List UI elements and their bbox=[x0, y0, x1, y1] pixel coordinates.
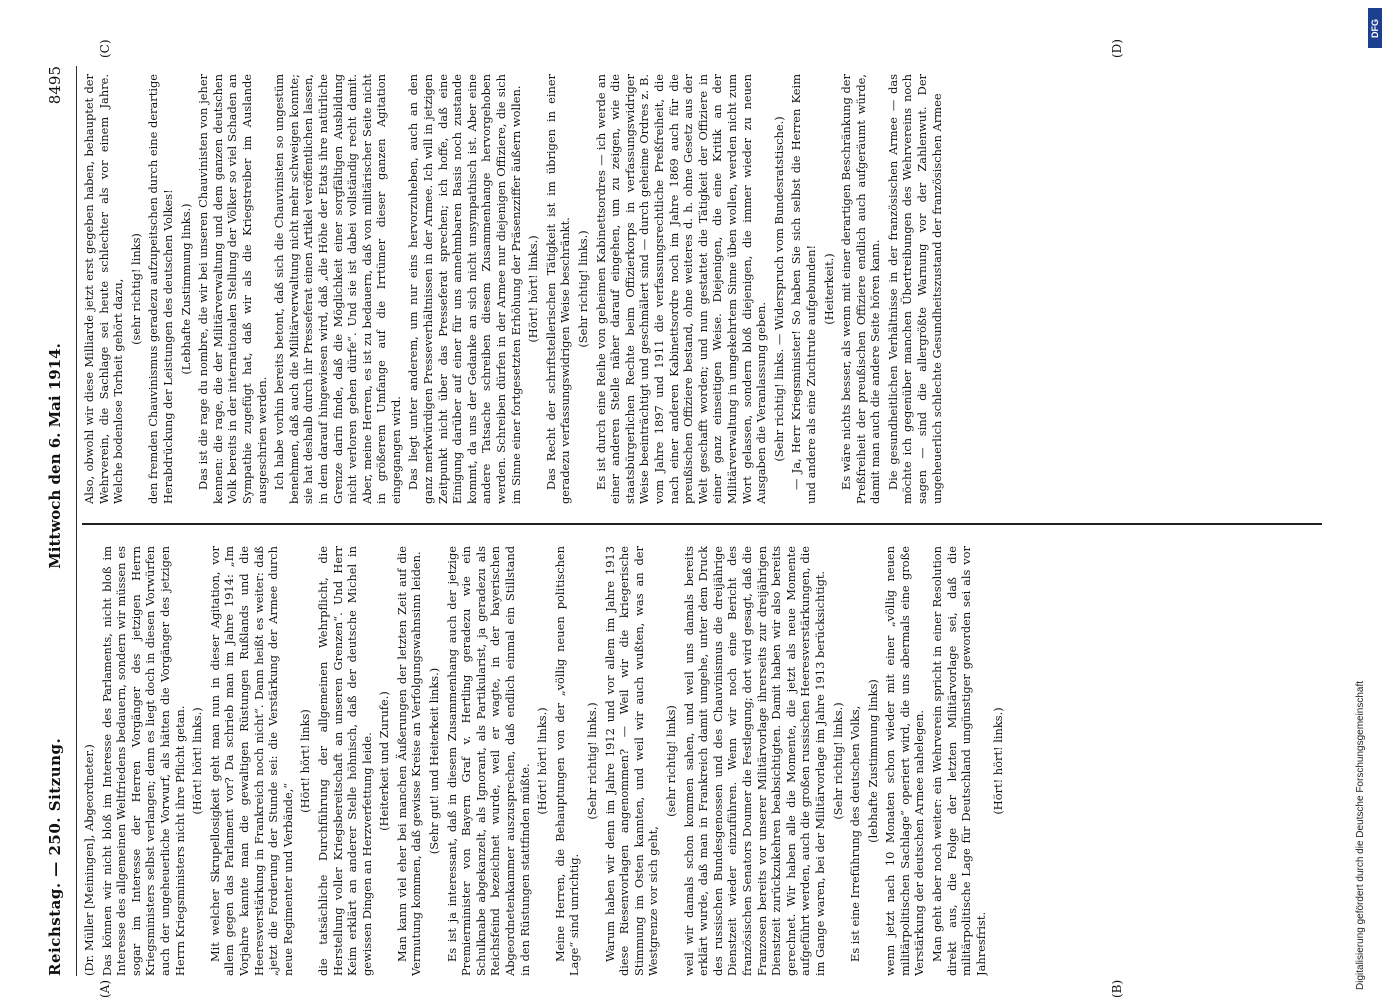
paragraph: Das Recht der schriftstellerischen Tätigkeit ist im übrigen in einer geradezu verfassungswidrigen Weise beschränkt. bbox=[543, 74, 573, 504]
paragraph: Meine Herren, die Behauptungen von der „völlig neuen politischen Lage“ sind unrichtig. bbox=[552, 546, 582, 976]
paragraph: Es ist eine Irreführung des deutschen Volks, bbox=[848, 705, 863, 962]
right-column bbox=[82, 74, 1322, 504]
interjection: (sehr richtig! links) bbox=[128, 233, 143, 345]
interjection: (Sehr richtig! links. — Widerspruch vom Bundesratstische.) bbox=[771, 116, 786, 462]
paragraph: Die gesundheitlichen Verhältnisse in der französischen Armee — das möchte ich gegenüber manchen Übertreibungen des Wehrvereins noch sagen — sind die allergrößte Warnung vor der Zahlenwut. Der ungeheuerlich schlechte Gesundheitszustand der französischen Armee bbox=[885, 74, 944, 504]
paragraph: Warum haben wir denn im Jahre 1912 und vor allem im Jahre 1913 diese Riesenvorlagen angenommen? — Weil wir die kriegerische Stimmung im Osten kannten, und weil wir auch wußten, was an der Westgrenze vor sich geht, bbox=[602, 546, 661, 976]
rotated-page bbox=[40, 39, 1340, 998]
page-number: 8495 bbox=[46, 66, 64, 105]
paragraph: Man kann viel eher bei manchen Äußerungen der letzten Zeit auf die Vermutung kommen, daß gewisse Kreise an Verfolgungswahnsinn leiden. bbox=[394, 546, 424, 976]
paragraph: Das können wir nicht bloß im Interesse des Parlaments, nicht bloß im Interesse des allgemeinen Weltfriedens bedauern, sondern wir müssen es sogar im Interesse der Herren Vorgänger des jetzigen Herrn Kriegsministers selbst verlangen; denn es liegt doch in diesen Vorwürfen auch der ungeheuerliche Vorwurf, als hätten die Vorgänger des jetzigen Herrn Kriegsministers nicht ihre Pflicht getan. bbox=[99, 546, 187, 976]
header-date: Mittwoch den 6. Mai 1914. bbox=[46, 343, 64, 569]
interjection: (sehr richtig! links) bbox=[663, 705, 678, 817]
interjection: (lebhafte Zustimmung links) bbox=[865, 679, 880, 843]
paragraph: Das liegt unter anderem, um nur eins hervorzuheben, auch an den ganz merkwürdigen Presseverhältnissen in der Armee. Ich will in jetzigen Zeitpunkt nicht über das Presseferat sprechen; ich hoffe, daß eine Einigung darüber auf einer für uns annehmbaren Basis noch zustande kommt, da uns der Gedanke an sich nicht unsympathisch ist. Aber eine andere Tatsache schreiben diesem Zusammenhange hervorgehoben werden. Schreiben dürfen in der Armee nur diejenigen Offiziere, die sich im Sinne einer fortgesetzten Erhöhung der Präsenzziffer äußern wollen. bbox=[406, 74, 523, 504]
interjection: (Heiterkeit.) bbox=[821, 253, 836, 325]
header-left: Reichstag. — 250. Sitzung. bbox=[46, 737, 64, 976]
paragraph: Das ist die rage du nombre, die wir bei unseren Chauvinisten von jeher kennen: die rage, die der Militärverwaltung und dem ganzen deutschen Volk bereits in der internationalen Stellung der Völker so viel Schaden an Sympathie zugefügt hat, daß wir als die Kriegstreiber im Auslande ausgeschrien werden. bbox=[196, 74, 269, 504]
left-column bbox=[82, 546, 1322, 976]
paragraph: — Ja, Herr Kriegsminister! So haben Sie sich selbst die Herren Keim und andere als eine Zuchtrute aufgebunden! bbox=[789, 74, 818, 504]
paragraph: Mit welcher Skrupellosigkeit geht man nun in dieser Agitation, vor allem gegen das Parlament vor? Da schrieb man im Jahre 1914: „Im Vorjahre kannte man die gewaltigen Rüstungen Rußlands und die Heeresverstärkung in Frankreich noch nicht“. Dann heißt es weiter: daß „jetzt die Forderung der Stunde sei: die Verstärkung der Armee durch neue Regimenter und Verbände,“ bbox=[207, 546, 295, 976]
dfg-logo-text: DFG bbox=[1370, 19, 1380, 38]
interjection: (Sehr richtig! links.) bbox=[576, 230, 590, 348]
interjection: (Hört! hört! links.) bbox=[991, 707, 1006, 815]
paragraph: Es ist ja interessant, daß in diesem Zusammenhang auch der jetzige Premierminister von Bayern Graf v. Hertling geradezu wie ein Schulknabe abgekanzelt, als Ignorant, als Partikularist, ja geradezu als Reichsfeind bezeichnet wurde, weil er wagte, in der bayerischen Abgeordnetenkammer auszusprechen, daß endlich einmal ein Stillstand in den Rüstungen stattfinden müßte. bbox=[444, 546, 532, 976]
paragraph: weil wir damals schon kommen sahen, und weil uns damals bereits erklärt wurde, daß man in Frankreich damit umgehe, unter dem Druck des russischen Bundesgenossen und des Chauvinismus die dreijährige Dienstzeit wieder einzuführen. Wenn wir noch eine Bericht des französischen Senators Doumer die Festlegung; dort wird gesagt, daß die Franzosen bereits vor unserer Militärvorlage ihrerseits zur dreijährigen Dienstzeit zurückzukehren beabsichtigten. Damit haben wir also bereits gerechnet. Wir haben alle die Momente, die jetzt als neue Momente aufgeführt werden, auch die großen russischen Heeresverstärkungen, die im Gange waren, bei der Militärvorlage im Jahre 1913 berücksichtigt. bbox=[681, 546, 827, 976]
paragraph: die tatsächliche Durchführung der allgemeinen Wehrpflicht, die Herstellung voller Kriegsbereitschaft an unseren Grenzen“. Und Herr Keim erklärt an anderer Stelle höhnisch, daß der deutsche Michel in gewissen Dingen an Herzverfettung leide. bbox=[315, 546, 374, 976]
interjection: (Lebhafte Zustimmung links.) bbox=[178, 203, 193, 375]
interjection: (Sehr richtig! links.) bbox=[585, 702, 599, 820]
margin-marker-c: (C) bbox=[98, 39, 112, 58]
page-header bbox=[40, 66, 76, 976]
interjection: (Hört! hört! links) bbox=[298, 709, 313, 813]
interjection: (Hört! hört! links.) bbox=[535, 707, 550, 815]
column-divider bbox=[82, 523, 1322, 525]
interjection: (Heiterkeit und Zurufe.) bbox=[377, 691, 392, 831]
paragraph: den fremden Chauvinismus geradezu aufzupeitschen durch eine derartige Herabdrückung der Leistungen des deutschen Volkes! bbox=[146, 74, 175, 504]
paragraph: Es wäre nichts besser, als wenn mit einer derartigen Beschränkung der Preßfreiheit der preußischen Offiziere endlich auch aufgeräumt würde, damit man auch die andere Seite hören kann. bbox=[839, 74, 883, 504]
margin-marker-b: (B) bbox=[1110, 979, 1124, 998]
paragraph: wenn jetzt nach 10 Monaten schon wieder mit einer „völlig neuen militärpolitischen Sachlage“ operiert wird, die uns abermals eine große Verstärkung der deutschen Armee nahelegen. bbox=[883, 546, 927, 976]
paragraph: (Dr. Müller [Meiningen], Abgeordneter.) bbox=[82, 744, 96, 976]
paragraph: Man geht aber noch weiter: ein Wehrverein spricht in einer Resolution direkt aus, die Folge der letzten Militärvorlage sei, daß die militärpolitische Lage für Deutschland ungünstiger geworden sei als vor Jahresfrist. bbox=[930, 546, 988, 976]
interjection: (Hört! hört! links.) bbox=[526, 235, 541, 343]
paragraph: Ich habe vorhin bereits betont, daß sich die Chauvinisten so ungestüm benehmen, daß auch die Militärverwaltung nicht mehr schweigen konnte; sie hat deshalb durch ihr Presseferat einen Artikel veröffentlichen lassen, in dem darauf hingewiesen wird, daß „die Höhe der Etats ihre natürliche Grenze darin finde, daß die Möglichkeit einer sorgfältigen Ausbildung nicht verloren gehen dürfe“. Und sie ist dabei vollständig recht damit. Aber, meine Herren, es ist zu bedauern, daß von militärischer Seite nicht in größerem Umfange auf die Irrtümer dieser ganzen Agitation eingegangen wird. bbox=[272, 74, 403, 504]
digitization-credit: Digitalisierung gefördert durch die Deutsche Forschungsgemeinschaft bbox=[1355, 680, 1366, 990]
paragraph: Also, obwohl wir diese Milliarde jetzt erst gegeben haben, behauptet der Wehrverein, die Sachlage sei heute schlechter als vor einem Jahre. Welche bodenlose Torheit gehört dazu, bbox=[82, 74, 126, 504]
interjection: (Hört! hört! links.) bbox=[190, 707, 205, 815]
header-rule bbox=[76, 66, 77, 976]
margin-marker-d: (D) bbox=[1110, 39, 1124, 58]
dfg-logo bbox=[1368, 8, 1382, 48]
margin-marker-a: (A) bbox=[98, 979, 112, 998]
interjection: (Sehr gut! und Heiterkeit links.) bbox=[427, 667, 442, 855]
paragraph: Es ist durch eine Reihe von geheimen Kabinettsordres — ich werde an einer anderen Stelle näher darauf eingehen, um zu zeigen, wie die staatsbürgerlichen Rechte beim Offizierkorps in verfassungswidriger Weise beeinträchtigt und geschmälert sind — durch geheime Ordres z. B. vom Jahre 1897 und 1911 die verfassungsrechtliche Preßfreiheit, die nach einer anderen Kabinettsordre noch im Jahre 1869 auch für die preußischen Offiziere bestand, ohne weiteres d. h. ohne Gesetz aus der Welt geschafft worden; und nun gestattet die Tätigkeit der Offiziere in einer ganz einseitigen Weise. Diejenigen, die eine Kritik an der Militärverwaltung in umgekehrtem Sinne üben wollen, werden nicht zum Wort gelassen, sondern bloß diejenigen, die immer wieder zu neuen Ausgaben die Veranlassung geben. bbox=[593, 74, 769, 504]
interjection: (Sehr richtig! links.) bbox=[830, 702, 845, 820]
